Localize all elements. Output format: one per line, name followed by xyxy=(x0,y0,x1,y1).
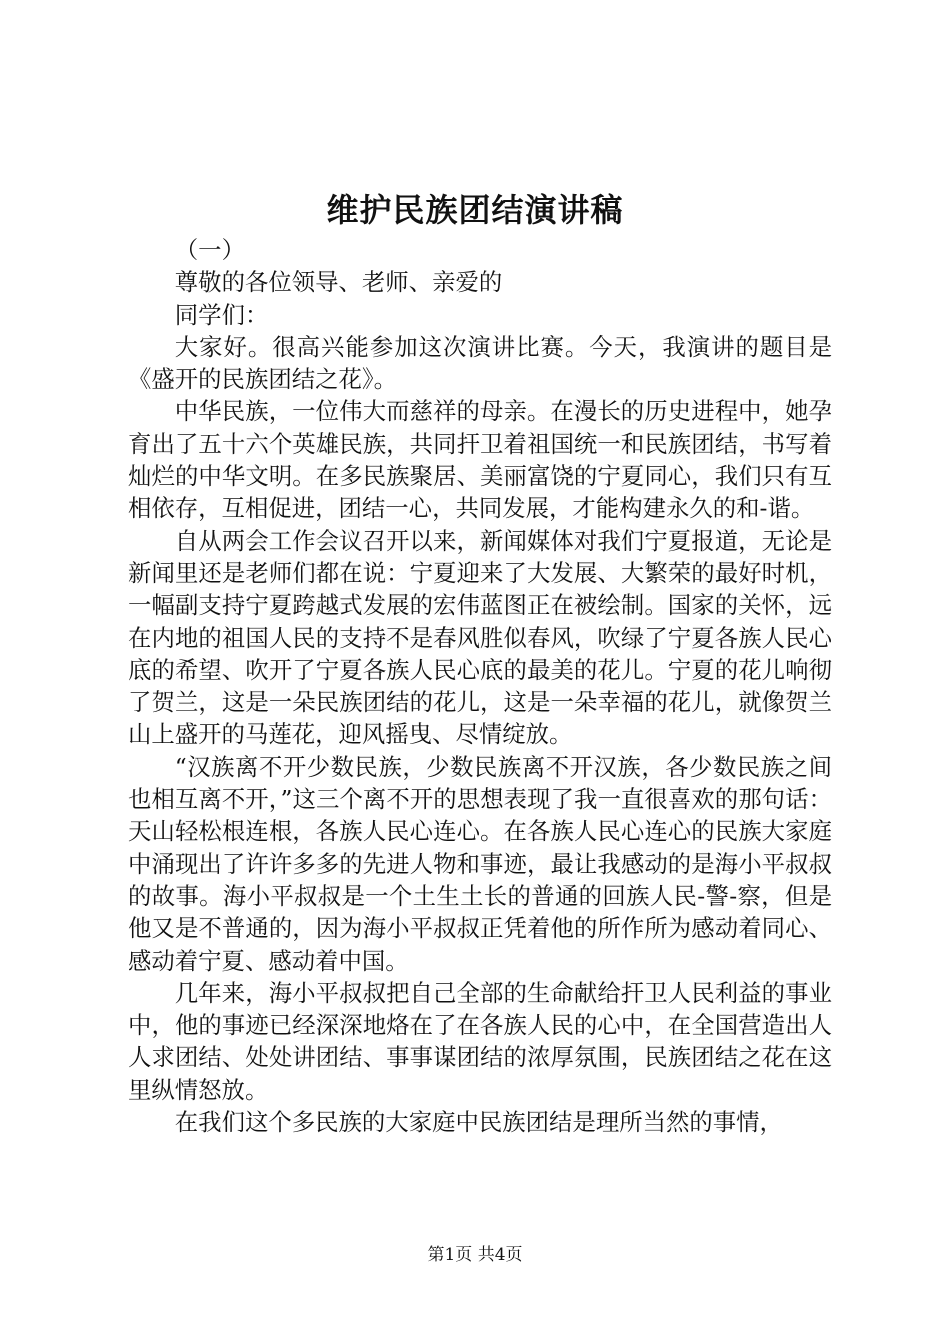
salutation-line: 尊敬的各位领导、老师、亲爱的 xyxy=(174,268,503,297)
section-number: （一） xyxy=(174,236,245,264)
paragraph: 中华民族，一位伟大而慈祥的母亲。在漫长的历史进程中，她孕育出了五十六个英雄民族，共同扞卫着祖国统一和民族团结，书写着灿烂的中华文明。在多民族聚居、美丽富饶的宁夏同心，我们只有互相依存，互相促进，团结一心，共同发展，才能构建永久的和-谐。 xyxy=(128,397,832,523)
salutation-line: 同学们： xyxy=(174,300,269,329)
paragraph: 在我们这个多民族的大家庭中民族团结是理所当然的事情， xyxy=(174,1108,783,1137)
paragraph: 几年来，海小平叔叔把自己全部的生命献给扞卫人民利益的事业中，他的事迹已经深深地烙在了在各族人民的心中，在全国营造出人人求团结、处处讲团结、事事谋团结的浓厚氛围，民族团结之花在这里纵情怒放。 xyxy=(128,978,832,1104)
paragraph: 自从两会工作会议召开以来，新闻媒体对我们宁夏报道，无论是新闻里还是老师们都在说：宁夏迎来了大发展、大繁荣的最好时机，一幅副支持宁夏跨越式发展的宏伟蓝图正在被绘制。国家的关怀，远在内地的祖国人民的支持不是春风胜似春风，吹绿了宁夏各族人民心底的希望、吹开了宁夏各族人民心底的最美的花儿。宁夏的花儿响彻了贺兰，这是一朵民族团结的花儿，这是一朵幸福的花儿，就像贺兰山上盛开的马莲花，迎风摇曳、尽情绽放。 xyxy=(128,526,832,749)
document-body xyxy=(128,234,832,1138)
document-title: 维护民族团结演讲稿 xyxy=(326,191,624,229)
page-footer: 第1页 共4页 xyxy=(427,1245,523,1265)
paragraph: “汉族离不开少数民族，少数民族离不开汉族，各少数民族之间也相互离不开，”这三个离不开的思想表现了我一直很喜欢的那句话：天山轻松根连根，各族人民心连心。在各族人民心连心的民族大家庭中涌现出了许许多多的先进人物和事迹，最让我感动的是海小平叔叔的故事。海小平叔叔是一个土生土长的普通的回族人民-警-察，但是他又是不普通的，因为海小平叔叔正凭着他的所作所为感动着同心、感动着宁夏、感动着中国。 xyxy=(128,752,832,975)
paragraph: 大家好。很高兴能参加这次演讲比赛。今天，我演讲的题目是《盛开的民族团结之花》。 xyxy=(128,332,832,394)
